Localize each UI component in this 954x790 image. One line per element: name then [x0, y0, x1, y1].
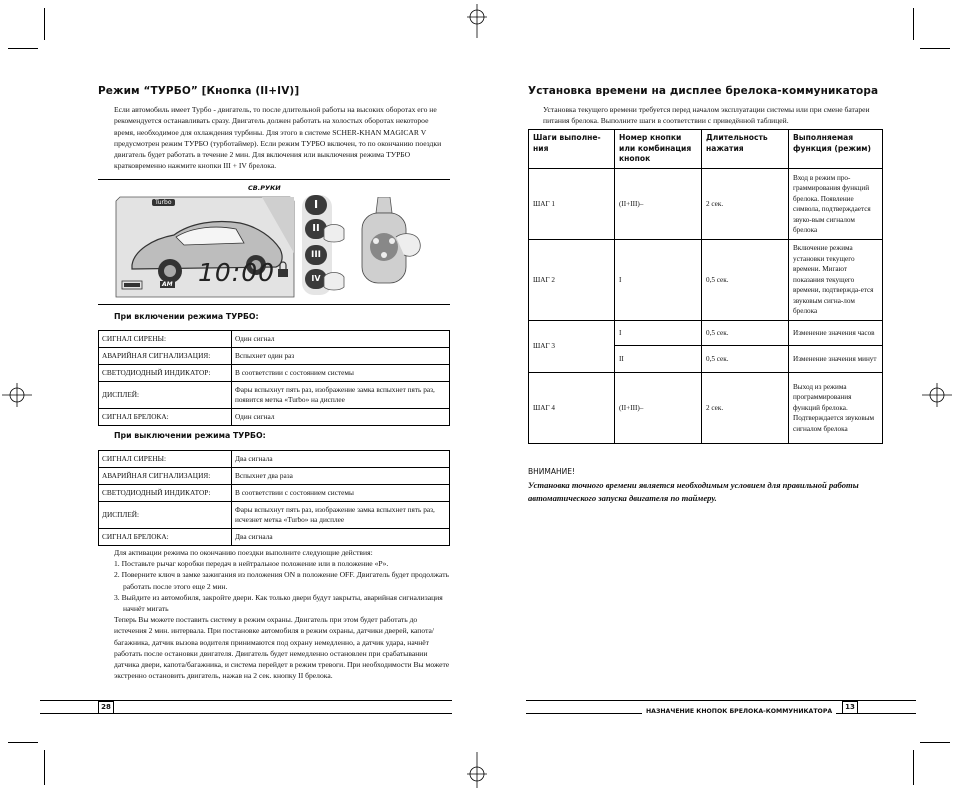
- activation-intro: Для активации режима по окончанию поездки выполните следующие действия:: [114, 548, 373, 557]
- closing-text: Теперь Вы можете поставить систему в режим охраны. Двигатель при этом будет работать до истечения 2 мин. интервала. При постановке автомобиля в режим охраны, датчики дверей, капота/багажника, датчик вызова водителя принимаются под охрану немедленно, а датчик удара, начнёт работать после остановки двигателя. Двигатель будет немедленно остановлен при срабатывании датчика двери, капота/багажника, и система перейдет в режим тревоги. При необходимости Вы можете экстренно остановить двигатель, нажав на 2 сек. кнопку II брелока.: [114, 615, 450, 681]
- table-row: ШАГ 1 (II+III)– 2 сек. Вход в режим про-граммирования функций брелока. Появление символа, подтверждается звуко-вым сигналом брелока: [529, 169, 883, 240]
- fob-button-3: III: [305, 245, 327, 265]
- fob-button-2: II: [305, 219, 327, 239]
- attention-label: ВНИМАНИЕ!: [528, 467, 575, 476]
- divider: [98, 304, 450, 305]
- finger-icon: [322, 221, 346, 295]
- table-row: ШАГ 4 (II+III)– 2 сек. Выход из режима программирования функций брелока. Подтверждается звуковым сигналом брелока: [529, 373, 883, 444]
- table-row: ШАГ 3 I 0,5 сек. Изменение значения часов: [529, 321, 883, 346]
- fob-button-1: I: [305, 195, 327, 215]
- turbo-intro: Если автомобиль имеет Турбо - двигатель, то после длительной работы на высоких оборотах его не рекомендуется останавливать сразу. Двигатель должен работать на холостых оборотах некоторое время, необходимое для охлаждения турбины. Для этого в системе SCHER-KHAN MAGICAR V предусмотрен режим ТУРБО (турботаймер). Если режим ТУРБО включен, то по окончанию поездки двигатель будет работать в течение 2 мин. Для включения или выключения режима ТУРБО кратковременно нажмите кнопки III + IV брелока.: [114, 105, 442, 171]
- table-row: СИГНАЛ БРЕЛОКА: Один сигнал: [99, 409, 450, 426]
- divider: [98, 179, 450, 180]
- table-row: СВЕТОДИОДНЫЙ ИНДИКАТОР: В соответствии с состоянием системы: [99, 365, 450, 382]
- registration-mark-bottom: [465, 752, 489, 788]
- keyfob-figure: [112, 183, 442, 301]
- attention-text: Установка точного времени является необходимым условием для правильной работы автоматического запуска двигателя по таймеру.: [528, 480, 859, 503]
- table-row: ДИСПЛЕЙ: Фары вспыхнут пять раз, изображение замка вспыхнет пять раз, исчезнет метка «Turbo» на дисплее: [99, 502, 450, 529]
- page-number: 13: [842, 701, 858, 714]
- registration-mark-right: [922, 382, 952, 408]
- table-row: СВЕТОДИОДНЫЙ ИНДИКАТОР: В соответствии с состоянием системы: [99, 485, 450, 502]
- page-number: 28: [98, 701, 114, 714]
- registration-mark-top: [465, 4, 489, 38]
- table-row: ДИСПЛЕЙ: Фары вспыхнут пять раз, изображение замка вспыхнет пять раз, появится метка «Turbo» на дисплее: [99, 382, 450, 409]
- keyfob-icon: [356, 197, 426, 295]
- table-row: АВАРИЙНАЯ СИГНАЛИЗАЦИЯ: Вспыхнет один раз: [99, 348, 450, 365]
- table-row: АВАРИЙНАЯ СИГНАЛИЗАЦИЯ: Вспыхнет два раза: [99, 468, 450, 485]
- page-title: Режим “ТУРБО” [Кнопка (II+IV)]: [98, 85, 300, 97]
- am-indicator: AM: [162, 281, 173, 288]
- time-setting-table: [528, 129, 883, 444]
- list-item: 1. Поставьте рычаг коробки передач в нейтральное положение или в положение «P».: [114, 559, 389, 568]
- lcd-clock: 10:00: [198, 258, 276, 287]
- fob-button-4: IV: [305, 269, 327, 289]
- on-heading: При включении режима ТУРБО:: [114, 312, 259, 321]
- page-title: Установка времени на дисплее брелока-коммуникатора: [528, 85, 879, 97]
- table-row: II 0,5 сек. Изменение значения минут: [529, 346, 883, 373]
- table-row: СИГНАЛ СИРЕНЫ: Один сигнал: [99, 331, 450, 348]
- turbo-label: Turbo: [152, 199, 175, 206]
- list-item: 2. Поверните ключ в замке зажигания из положения ON в положение OFF. Двигатель будет продолжать работать после этого еще 2 мин.: [114, 570, 449, 591]
- list-item: 3. Выйдите из автомобиля, закройте двери. Как только двери будут закрыты, аварийная сигнализация начнёт мигать: [114, 592, 443, 614]
- activation-steps: [114, 558, 450, 614]
- table-row: СИГНАЛ СИРЕНЫ: Два сигнала: [99, 451, 450, 468]
- registration-mark-left: [2, 382, 32, 408]
- turbo-on-table: [98, 330, 450, 426]
- time-setting-intro: Установка текущего времени требуется перед началом эксплуатации системы или при смене батареи питания брелока. Выполните шаги в соответствии с приведённой таблицей.: [543, 105, 870, 126]
- table-header-row: Шаги выполне-ния Номер кнопки или комбинация кнопок Длительность нажатия Выполняемая функция (режим): [529, 130, 883, 169]
- footer-title: НАЗНАЧЕНИЕ КНОПОК БРЕЛОКА-КОММУНИКАТОРА: [642, 708, 836, 715]
- figure-caption: СВ.РУКИ: [248, 184, 281, 192]
- table-row: ШАГ 2 I 0,5 сек. Включение режима установки текущего времени. Мигают показания текущего времени, подтвержда-ется звуковым сигна-лом брелока: [529, 240, 883, 321]
- off-heading: При выключении режима ТУРБО:: [114, 431, 266, 440]
- turbo-off-table: [98, 450, 450, 546]
- table-row: СИГНАЛ БРЕЛОКА: Два сигнала: [99, 529, 450, 546]
